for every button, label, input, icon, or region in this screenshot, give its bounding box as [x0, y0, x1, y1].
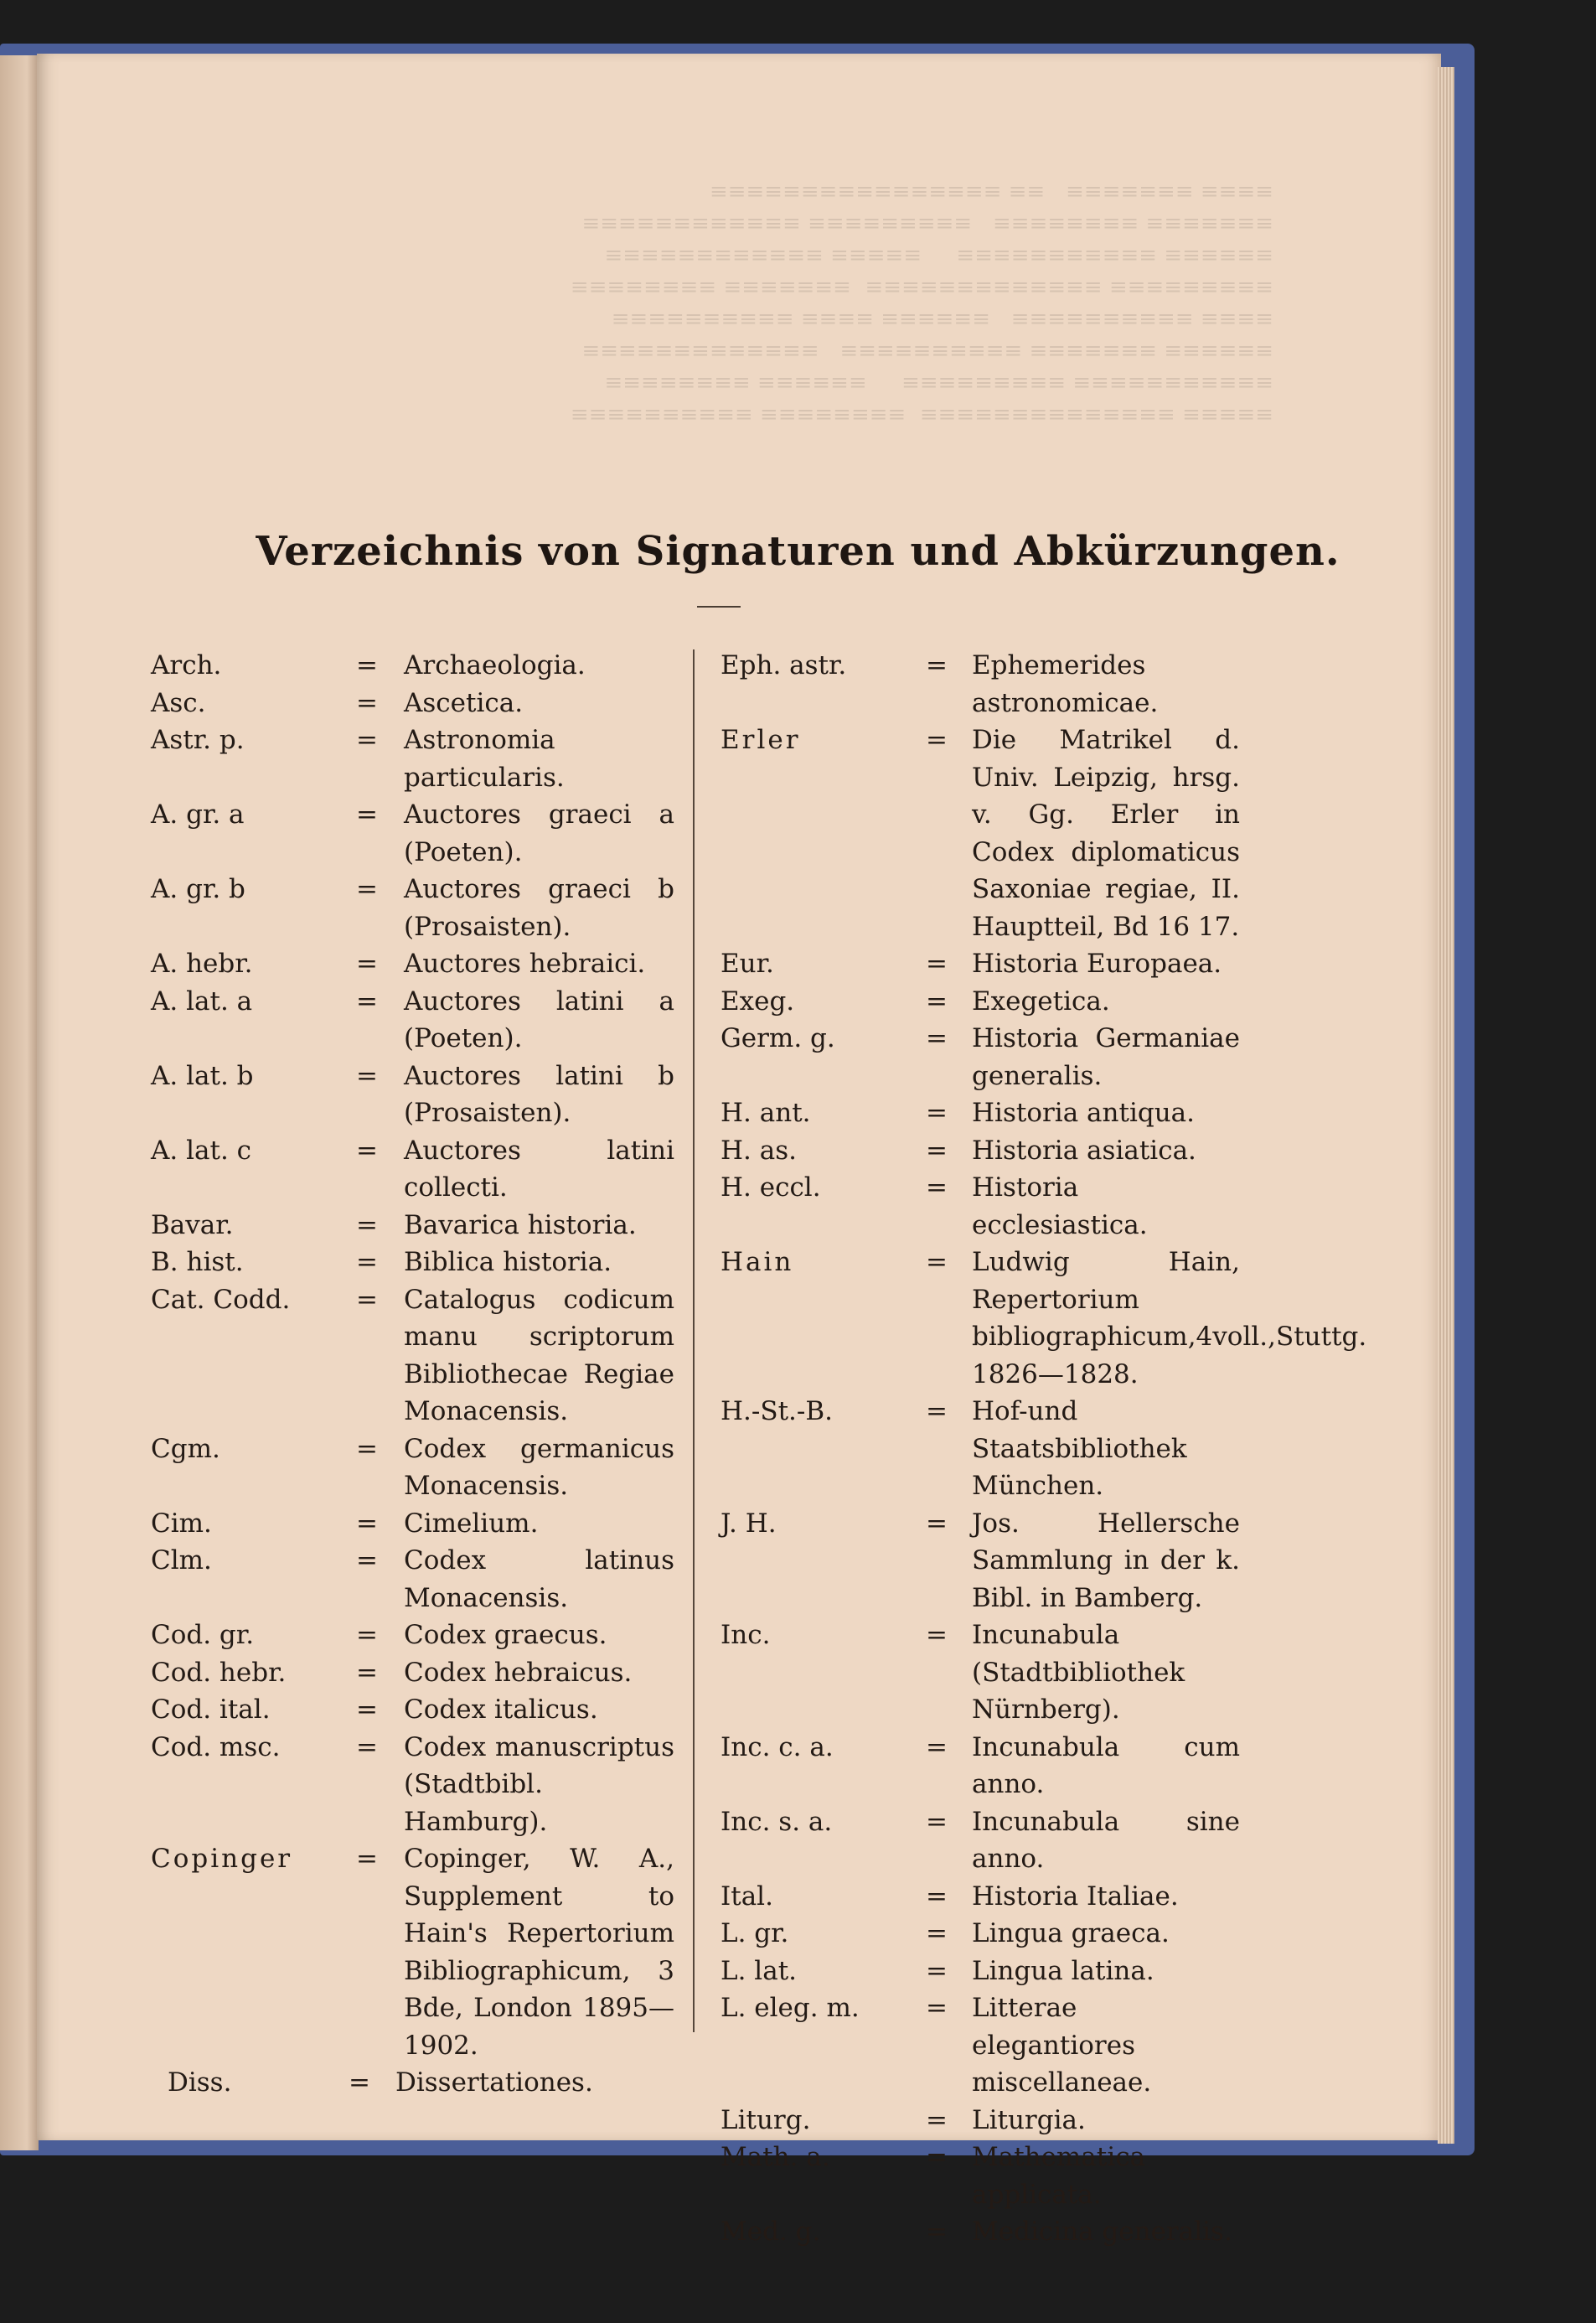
entry-equals: =: [356, 1060, 378, 1091]
glossary-entry: [721, 1505, 1240, 1617]
left-column: [151, 647, 674, 2102]
entry-abbreviation: Cod. msc.: [151, 1731, 281, 1762]
glossary-entry: [151, 2064, 674, 2102]
entry-definition: Auctores latini a (Poeten).: [404, 986, 674, 1053]
entry-definition: Exegetica.: [972, 986, 1110, 1017]
entry-definition: Codex italicus.: [404, 1694, 598, 1725]
entry-definition: Auctores latini b (Prosaisten).: [404, 1060, 674, 1128]
glossary-entry: [721, 1729, 1240, 1803]
entry-abbreviation: Cod. hebr.: [151, 1657, 287, 1688]
entry-equals: =: [356, 1508, 378, 1539]
glossary-entry: [721, 1953, 1240, 1990]
entry-equals: =: [356, 687, 378, 718]
entry-equals: =: [356, 1844, 378, 1874]
entry-abbreviation: A. lat. a: [151, 986, 253, 1017]
glossary-entry: [721, 1878, 1240, 1916]
entry-abbreviation: L. lat.: [721, 1955, 798, 1986]
entry-abbreviation: Asc.: [151, 687, 206, 718]
glossary-entry: [151, 685, 674, 722]
entry-definition: Copinger, W. A., Supplement to Hain's Repertorium Bibliographicum, 3 Bde, London 1895—1902.: [404, 1844, 674, 2061]
entry-abbreviation: Clm.: [151, 1545, 212, 1575]
entry-definition: Incunabula cum anno.: [972, 1731, 1240, 1799]
entry-definition: Auctores hebraici.: [404, 949, 646, 979]
entry-definition: Historia Germaniae generalis.: [972, 1023, 1240, 1091]
entry-definition: Historia antiqua.: [972, 1098, 1196, 1128]
entry-equals: =: [356, 949, 378, 979]
entry-equals: =: [926, 1993, 948, 2023]
entry-equals: =: [926, 1731, 948, 1762]
glossary-entry: [151, 1207, 674, 1244]
glossary-entry: [151, 1505, 674, 1543]
entry-abbreviation: Liturg.: [721, 2104, 811, 2135]
entry-abbreviation: A. hebr.: [151, 949, 253, 979]
glossary-entry: [151, 1729, 674, 1841]
entry-abbreviation: Diss.: [168, 2067, 232, 2098]
glossary-entry: [151, 1281, 674, 1431]
entry-equals: =: [926, 725, 948, 755]
page-stack-edge: [1438, 67, 1454, 2144]
entry-equals: =: [926, 2217, 948, 2247]
entry-abbreviation: Germ. g.: [721, 1023, 835, 1053]
entry-definition: Auctores graeci b (Prosaisten).: [404, 874, 674, 942]
entry-equals: =: [926, 1806, 948, 1837]
entry-definition: Codex germanicus Monacensis.: [404, 1433, 674, 1501]
entry-equals: =: [356, 1135, 378, 1166]
entry-equals: =: [926, 1135, 948, 1166]
glossary-entry: [151, 722, 674, 796]
glossary-entry: [151, 1840, 674, 2064]
entry-equals: =: [926, 1172, 948, 1203]
entry-equals: =: [356, 874, 378, 904]
entry-equals: =: [926, 1955, 948, 1986]
entry-equals: =: [356, 650, 378, 680]
glossary-entry: [721, 2213, 1240, 2251]
glossary-entry: [151, 983, 674, 1058]
entry-definition: Catalogus codicum manu scriptorum Bibliothecae Regiae Monacensis.: [404, 1284, 674, 1426]
previous-page-edge: [0, 55, 39, 2150]
entry-definition: Litterae elegantiores miscellaneae.: [972, 1993, 1152, 2098]
entry-definition: Codex manuscriptus (Stadtbibl. Hamburg).: [404, 1731, 674, 1837]
entry-definition: Auctores graeci a (Poeten).: [404, 799, 674, 867]
entry-definition: Lingua graeca.: [972, 1918, 1170, 1948]
entry-abbreviation: Cat. Codd.: [151, 1284, 291, 1315]
entry-equals: =: [926, 986, 948, 1017]
entry-abbreviation: Med. g.: [721, 2217, 821, 2247]
entry-definition: Historia Europaea.: [972, 949, 1222, 979]
glossary-entry: [151, 1431, 674, 1505]
glossary-entry: [721, 983, 1240, 1021]
glossary-entry: [721, 1132, 1240, 1170]
glossary-entry: [721, 1393, 1240, 1505]
entry-equals: =: [356, 725, 378, 755]
entry-definition: Codex hebraicus.: [404, 1657, 633, 1688]
entry-abbreviation: Bavar.: [151, 1209, 234, 1240]
entry-abbreviation: Eur.: [721, 949, 774, 979]
entry-definition: Lingua latina.: [972, 1955, 1154, 1986]
entry-abbreviation: A. gr. a: [151, 799, 245, 830]
entry-abbreviation: H. as.: [721, 1135, 797, 1166]
glossary-entry: [721, 722, 1240, 945]
entry-abbreviation: L. eleg. m.: [721, 1993, 860, 2023]
entry-definition: Biblica historia.: [404, 1247, 612, 1277]
entry-definition: Liturgia.: [972, 2104, 1086, 2135]
entry-definition: Historia asiatica.: [972, 1135, 1196, 1166]
glossary-entry: [151, 796, 674, 871]
entry-equals: =: [926, 1508, 948, 1539]
entry-abbreviation: Cim.: [151, 1508, 212, 1539]
entry-equals: =: [926, 2104, 948, 2135]
entry-definition: Historia ecclesiastica.: [972, 1172, 1148, 1240]
entry-abbreviation: B. hist.: [151, 1247, 244, 1277]
glossary-entry: [151, 1542, 674, 1617]
column-divider: [693, 649, 695, 2032]
entry-definition: Codex latinus Monacensis.: [404, 1545, 674, 1613]
glossary-entry: [721, 1169, 1240, 1244]
entry-definition: Incunabula (Stadtbibliothek Nürnberg).: [972, 1620, 1185, 1725]
glossary-entry: [151, 1244, 674, 1281]
entry-equals: =: [926, 1620, 948, 1650]
entry-abbreviation: Eph. astr.: [721, 650, 847, 680]
entry-definition: Dissertationes.: [395, 2067, 593, 2098]
glossary-entry: [721, 647, 1240, 722]
entry-equals: =: [349, 2067, 370, 2098]
entry-equals: =: [356, 1433, 378, 1464]
entry-abbreviation: Exeg.: [721, 986, 795, 1017]
entry-abbreviation: Cod. ital.: [151, 1694, 271, 1725]
entry-equals: =: [356, 799, 378, 830]
glossary-entry: [721, 1617, 1240, 1729]
entry-equals: =: [926, 1918, 948, 1948]
entry-equals: =: [356, 1247, 378, 1277]
entry-abbreviation: Math. a.: [721, 2142, 830, 2172]
entry-abbreviation: L. gr.: [721, 1918, 789, 1948]
glossary-entry: [721, 1244, 1367, 1393]
glossary-entry: [151, 1058, 674, 1132]
entry-abbreviation: Inc. s. a.: [721, 1806, 833, 1837]
entry-equals: =: [926, 1023, 948, 1053]
glossary-entry: [721, 1915, 1240, 1953]
glossary-entry: [721, 945, 1240, 983]
entry-equals: =: [356, 1209, 378, 1240]
entry-abbreviation: Copinger: [151, 1844, 293, 1874]
entry-definition: Hof-und Staatsbibliothek München.: [972, 1396, 1187, 1501]
entry-abbreviation: Inc.: [721, 1620, 771, 1650]
entry-definition: Die Matrikel d. Univ. Leipzig, hrsg. v. Gg. Erler in Codex diplomaticus Saxoniae regiae, II. Hauptteil, Bd 16 17.: [972, 725, 1240, 942]
entry-definition: Incunabula sine anno.: [972, 1806, 1240, 1874]
entry-abbreviation: Cgm.: [151, 1433, 220, 1464]
entry-definition: Jos. Hellersche Sammlung in der k. Bibl. in Bamberg.: [972, 1508, 1240, 1613]
entry-definition: Bavarica historia.: [404, 1209, 637, 1240]
entry-equals: =: [926, 1396, 948, 1426]
entry-abbreviation: H. eccl.: [721, 1172, 821, 1203]
entry-definition: Ascetica.: [404, 687, 524, 718]
glossary-entry: [151, 1654, 674, 1692]
entry-equals: =: [356, 1545, 378, 1575]
glossary-entry: [151, 871, 674, 945]
entry-equals: =: [356, 986, 378, 1017]
entry-abbreviation: Hain: [721, 1247, 794, 1277]
entry-equals: =: [356, 1620, 378, 1650]
entry-abbreviation: J. H.: [721, 1508, 777, 1539]
entry-abbreviation: Arch.: [151, 650, 222, 680]
entry-abbreviation: H.-St.-B.: [721, 1396, 834, 1426]
entry-definition: Ephemerides astronomicae.: [972, 650, 1159, 718]
entry-equals: =: [926, 1247, 948, 1277]
entry-equals: =: [356, 1694, 378, 1725]
entry-equals: =: [356, 1284, 378, 1315]
entry-equals: =: [926, 2142, 948, 2172]
entry-abbreviation: Erler: [721, 725, 801, 755]
glossary-entry: [721, 1094, 1240, 1132]
entry-definition: Medicina generalis.: [972, 2217, 1232, 2247]
glossary-entry: [721, 1020, 1240, 1094]
glossary-entry: [721, 1989, 1240, 2102]
glossary-entry: [151, 1691, 674, 1729]
entry-abbreviation: Ital.: [721, 1881, 773, 1912]
entry-abbreviation: A. lat. c: [151, 1135, 252, 1166]
glossary-entry: [721, 2102, 1240, 2139]
entry-definition: Archaeologia.: [404, 650, 586, 680]
entry-equals: =: [926, 1098, 948, 1128]
title-rule: [697, 606, 741, 608]
entry-abbreviation: Astr. p.: [151, 725, 245, 755]
entry-abbreviation: A. gr. b: [151, 874, 245, 904]
entry-abbreviation: H. ant.: [721, 1098, 811, 1128]
entry-equals: =: [356, 1731, 378, 1762]
glossary-entry: [151, 945, 674, 983]
glossary-entry: [151, 647, 674, 685]
entry-definition: Codex graecus.: [404, 1620, 607, 1650]
entry-definition: Astronomia particularis.: [404, 725, 565, 793]
right-column: [721, 647, 1367, 2251]
glossary-entry: [151, 1617, 674, 1654]
entry-abbreviation: A. lat. b: [151, 1060, 254, 1091]
entry-abbreviation: Inc. c. a.: [721, 1731, 834, 1762]
entry-equals: =: [926, 949, 948, 979]
entry-definition: Cimelium.: [404, 1508, 539, 1539]
entry-abbreviation: Cod. gr.: [151, 1620, 255, 1650]
entry-equals: =: [356, 1657, 378, 1688]
entry-definition: Mathematica applicata.: [972, 2142, 1146, 2210]
entry-definition: Ludwig Hain, Repertorium bibliographicum,4voll.,Stuttg. 1826—1828.: [972, 1247, 1367, 1389]
glossary-entry: [151, 1132, 674, 1207]
glossary-entry: [721, 2139, 1240, 2213]
page-title: Verzeichnis von Signaturen und Abkürzungen.: [256, 528, 1340, 575]
entry-equals: =: [926, 650, 948, 680]
entry-equals: =: [926, 1881, 948, 1912]
glossary-entry: [721, 1803, 1240, 1878]
entry-definition: Auctores latini collecti.: [404, 1135, 674, 1203]
entry-definition: Historia Italiae.: [972, 1881, 1179, 1912]
